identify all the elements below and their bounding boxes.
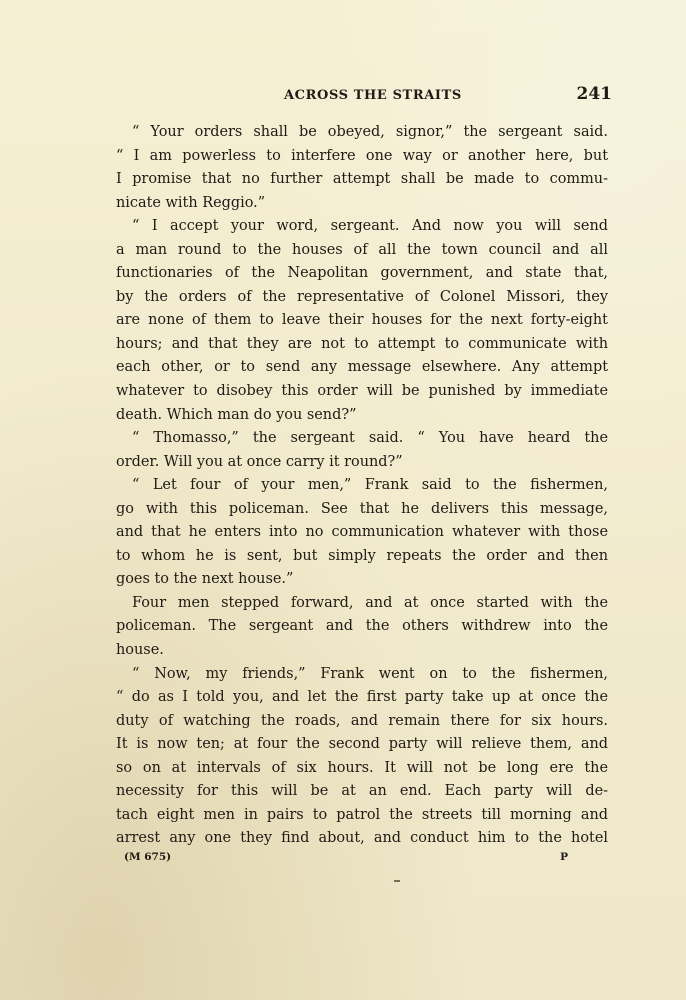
running-head: ACROSS THE STRAITS	[284, 88, 462, 103]
text-line: by the orders of the representative of Colonel Missori, they	[116, 288, 608, 305]
text-line: tach eight men in pairs to patrol the streets till morning and	[116, 806, 608, 823]
text-line: to whom he is sent, but simply repeats the order and then	[116, 547, 608, 564]
text-line: a man round to the houses of all the town council and all	[116, 241, 608, 258]
body-text	[116, 121, 608, 851]
signature-mark: (M 675)	[124, 851, 172, 863]
page-footer	[124, 851, 568, 869]
text-line: and that he enters into no communication whatever with those	[116, 524, 608, 541]
page-header	[116, 84, 612, 108]
text-line: arrest any one they find about, and conduct him to the hotel	[116, 830, 608, 847]
text-line: nicate with Reggio.”	[116, 194, 266, 211]
text-line: necessity for this will be at an end. Each party will de-	[116, 783, 608, 800]
text-line: “ Thomasso,” the sergeant said. “ You have heard the	[132, 430, 608, 447]
text-line: policeman. The sergeant and the others withdrew into the	[116, 618, 608, 635]
text-line: duty of watching the roads, and remain there for six hours.	[116, 712, 608, 729]
page-number: 241	[576, 84, 612, 104]
text-line: “ Let four of your men,” Frank said to the fishermen,	[132, 477, 608, 494]
text-line: whatever to disobey this order will be punished by immediate	[116, 383, 608, 400]
text-line: “ Now, my friends,” Frank went on to the fishermen,	[132, 665, 608, 682]
text-line: “ do as I told you, and let the first party take up at once the	[116, 689, 608, 706]
text-line: I promise that no further attempt shall be made to commu-	[116, 171, 608, 188]
text-line: “ I accept your word, sergeant. And now you will send	[132, 218, 608, 235]
text-line: It is now ten; at four the second party will relieve them, and	[116, 736, 608, 753]
text-line: functionaries of the Neapolitan government, and state that,	[116, 265, 608, 282]
print-mark	[394, 880, 400, 882]
text-line: house.	[116, 642, 164, 659]
text-line: goes to the next house.”	[116, 571, 294, 588]
sheet-mark: P	[560, 851, 568, 863]
text-line: “ I am powerless to interfere one way or another here, but	[116, 147, 608, 164]
text-line: so on at intervals of six hours. It will not be long ere the	[116, 759, 608, 776]
text-line: death. Which man do you send?”	[116, 406, 357, 423]
text-line: “ Your orders shall be obeyed, signor,” the sergeant said.	[132, 124, 608, 140]
text-line: order. Will you at once carry it round?”	[116, 453, 403, 470]
text-line: Four men stepped forward, and at once started with the	[132, 594, 608, 611]
text-line: each other, or to send any message elsewhere. Any attempt	[116, 359, 608, 376]
text-line: go with this policeman. See that he delivers this message,	[116, 500, 608, 517]
text-line: hours; and that they are not to attempt to communicate with	[116, 335, 608, 352]
text-line: are none of them to leave their houses for the next forty-eight	[116, 312, 608, 329]
